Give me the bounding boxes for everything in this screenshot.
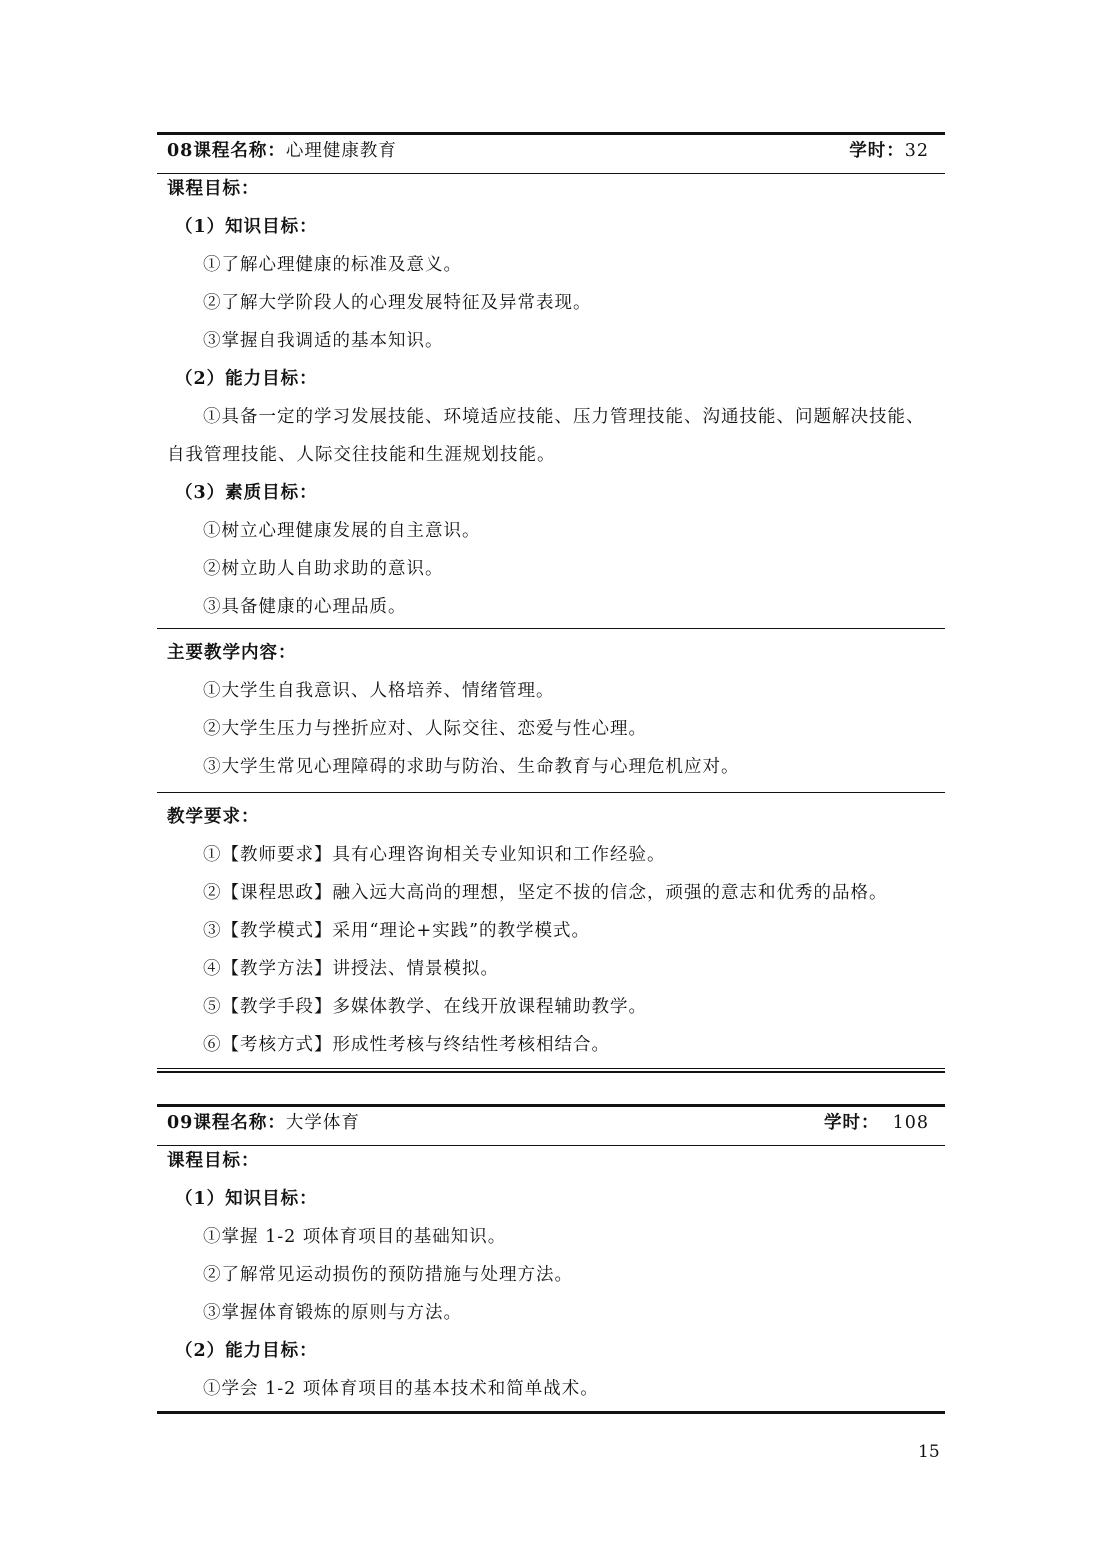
course-08-block <box>157 132 945 1072</box>
ability-item-continued: 自我管理技能、人际交往技能和生涯规划技能。 <box>167 445 556 465</box>
content-item: ①大学生自我意识、人格培养、情绪管理。 <box>203 681 555 701</box>
bottom-rule <box>157 1071 945 1073</box>
ability-item: ①学会 1-2 项体育项目的基本技术和简单战术。 <box>203 1379 599 1399</box>
hours-label: 学时： <box>823 1113 880 1133</box>
goals-title: 课程目标： <box>167 179 260 199</box>
knowledge-title: （1）知识目标： <box>175 217 318 237</box>
requirement-item: ④【教学方法】讲授法、情景模拟。 <box>203 959 499 979</box>
bottom-rule <box>157 1068 945 1069</box>
knowledge-item: ③掌握自我调适的基本知识。 <box>203 331 444 351</box>
ability-item: ①具备一定的学习发展技能、环境适应技能、压力管理技能、沟通技能、问题解决技能、 <box>203 407 925 427</box>
course-number: 08 <box>167 141 194 161</box>
hours-value: 32 <box>904 141 929 161</box>
course-number: 09 <box>167 1113 194 1133</box>
requirement-item: ①【教师要求】具有心理咨询相关专业知识和工作经验。 <box>203 845 666 865</box>
section-rule <box>157 628 945 629</box>
knowledge-item: ①了解心理健康的标准及意义。 <box>203 255 462 275</box>
requirement-item: ②【课程思政】融入远大高尚的理想，坚定不拔的信念，顽强的意志和优秀的品格。 <box>203 883 888 903</box>
content-item: ③大学生常见心理障碍的求助与防治、生命教育与心理危机应对。 <box>203 757 740 777</box>
knowledge-item: ②了解常见运动损伤的预防措施与处理方法。 <box>203 1265 573 1285</box>
course-name-label: 课程名称： <box>193 141 286 161</box>
section-rule <box>157 792 945 793</box>
page-number: 15 <box>918 1442 940 1462</box>
ability-title: （2）能力目标： <box>175 369 318 389</box>
knowledge-item: ①掌握 1-2 项体育项目的基础知识。 <box>203 1227 507 1247</box>
quality-item: ③具备健康的心理品质。 <box>203 597 407 617</box>
quality-title: （3）素质目标： <box>175 483 318 503</box>
quality-item: ②树立助人自助求助的意识。 <box>203 559 444 579</box>
course-header <box>157 132 945 170</box>
course-09-block <box>157 1104 945 1416</box>
requirement-item: ⑥【考核方式】形成性考核与终结性考核相结合。 <box>203 1035 610 1055</box>
knowledge-item: ③掌握体育锻炼的原则与方法。 <box>203 1303 462 1323</box>
hours-label: 学时： <box>849 141 905 161</box>
goals-title: 课程目标： <box>167 1151 260 1171</box>
requirements-title: 教学要求： <box>167 807 260 827</box>
course-name: 心理健康教育 <box>285 141 397 161</box>
course-name-label: 课程名称： <box>193 1113 286 1133</box>
course-header <box>157 1104 945 1142</box>
knowledge-item: ②了解大学阶段人的心理发展特征及异常表现。 <box>203 293 592 313</box>
content-item: ②大学生压力与挫折应对、人际交往、恋爱与性心理。 <box>203 719 647 739</box>
requirement-item: ⑤【教学手段】多媒体教学、在线开放课程辅助教学。 <box>203 997 647 1017</box>
bottom-rule <box>157 1411 945 1414</box>
knowledge-title: （1）知识目标： <box>175 1189 318 1209</box>
hours-value: 108 <box>892 1113 929 1133</box>
quality-item: ①树立心理健康发展的自主意识。 <box>203 521 481 541</box>
requirement-item: ③【教学模式】采用“理论+实践”的教学模式。 <box>203 921 591 941</box>
course-name: 大学体育 <box>285 1113 360 1133</box>
ability-title: （2）能力目标： <box>175 1341 318 1361</box>
content-title: 主要教学内容： <box>167 643 297 663</box>
